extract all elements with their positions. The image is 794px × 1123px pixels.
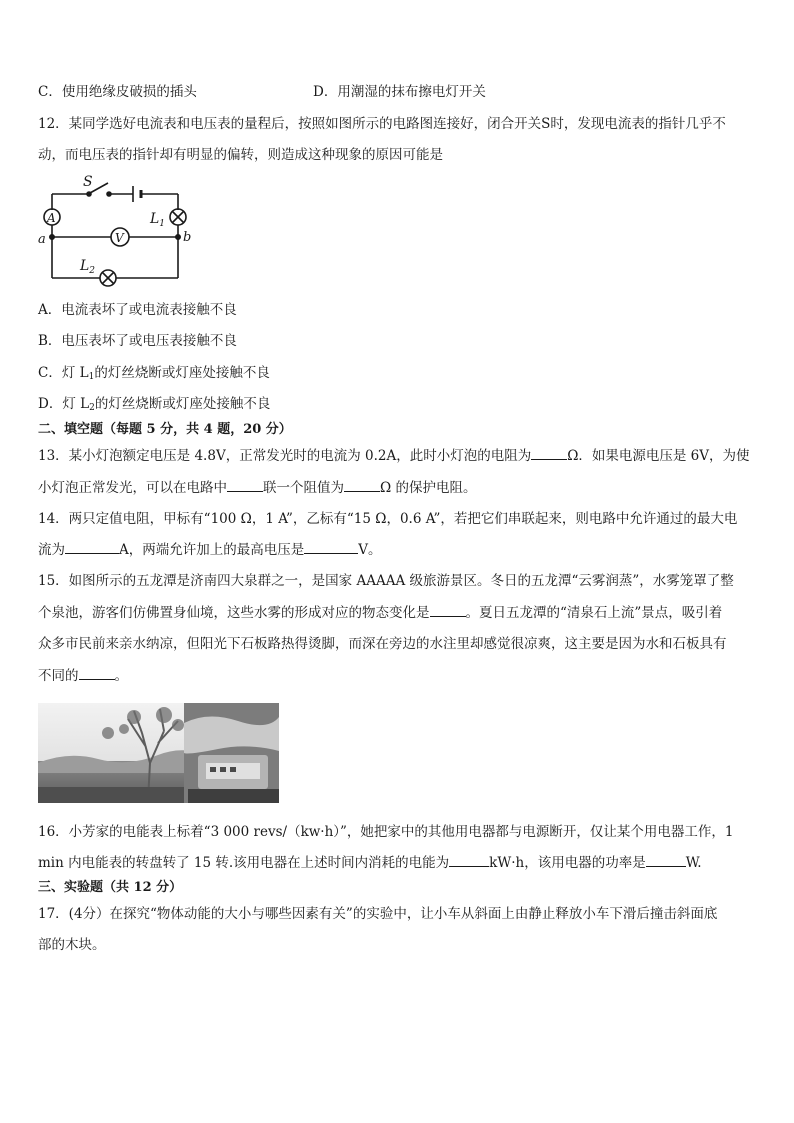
q15-line4: 不同的 。: [38, 668, 128, 684]
q16-line1: 16．小芳家的电能表上标着“3 000 revs/（kw·h）”，她把家中的其他用电器都与电源断开，仅让某个用电器工作，1: [38, 824, 734, 840]
switch-label: S: [83, 174, 93, 190]
q14-line1: 14．两只定值电阻，甲标有“100 Ω，1 A”，乙标有“15 Ω，0.6 A”，若把它们串联起来，则电路中允许通过的最大电: [38, 511, 738, 527]
q13-line1: 13．某小灯泡额定电压是 4.8V，正常发光时的电流为 0.2A，此时小灯泡的电阻为 Ω．如果电源电压是 6V，为使: [38, 448, 750, 464]
section2-title: 二、填空题（每题 5 分，共 4 题，20 分）: [38, 422, 292, 437]
lamp2-label: $L_2$: [80, 258, 96, 276]
q11-options: [38, 83, 486, 101]
q17-line1: 17．(4分）在探究“物体动能的大小与哪些因素有关”的实验中，让小车从斜面上由静止释放小车下滑后撞击斜面底: [38, 906, 718, 922]
q15-line2: 个泉池，游客们仿佛置身仙境，这些水雾的形成对应的物态变化是 。夏日五龙潭的“清泉石上流”景点，吸引着: [38, 605, 723, 621]
voltmeter-label: V: [115, 231, 124, 245]
q13-line2: 小灯泡正常发光，可以在电路中 联一个阻值为 Ω 的保护电阻。: [38, 480, 477, 496]
circuit-diagram: [38, 172, 198, 290]
ammeter-label: A: [47, 211, 56, 225]
node-b-label: b: [183, 230, 192, 245]
q14-line2: 流为 A，两端允许加上的最高电压是 V。: [38, 542, 382, 558]
q17-line2: 部的木块。: [38, 937, 106, 953]
q12-option-d: D．灯 $L_2$的灯丝烧断或灯座处接触不良: [38, 396, 271, 413]
q11-option-d: D．用潮湿的抹布擦电灯开关: [313, 84, 486, 100]
q12-option-a: A．电流表坏了或电流表接触不良: [38, 302, 237, 318]
q12-option-b: B．电压表坏了或电压表接触不良: [38, 333, 237, 349]
q12-stem-line1: 12．某同学选好电流表和电压表的量程后，按照如图所示的电路图连接好，闭合开关S时，发现电流表的指针几乎不: [38, 116, 726, 132]
q12-stem-line2: 动，而电压表的指针却有明显的偏转，则造成这种现象的原因可能是: [38, 147, 443, 163]
wulongtan-photo: [38, 703, 279, 803]
q12-option-c: C．灯 $L_1$的灯丝烧断或灯座处接触不良: [38, 365, 270, 382]
node-a-label: a: [38, 232, 46, 247]
q15-line1: 15．如图所示的五龙潭是济南四大泉群之一，是国家 AAAAA 级旅游景区。冬日的五龙潭“云雾润蒸”，水雾笼罩了整: [38, 573, 734, 589]
q11-option-c: C．使用绝缘皮破损的插头: [38, 84, 197, 100]
section3-title: 三、实验题（共 12 分）: [38, 880, 183, 895]
q16-line2: min 内电能表的转盘转了 15 转.该用电器在上述时间内消耗的电能为 kW·h，该用电器的功率是 W.: [38, 855, 702, 871]
q15-line3: 众多市民前来亲水纳凉，但阳光下石板路热得烫脚，而深在旁边的水注里却感觉很凉爽，这主要是因为水和石板具有: [38, 636, 727, 652]
lamp1-label: $L_1$: [150, 211, 166, 229]
